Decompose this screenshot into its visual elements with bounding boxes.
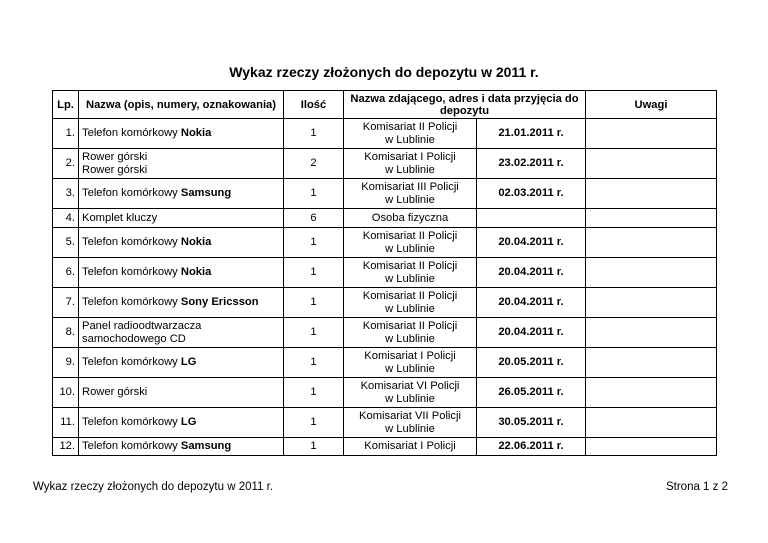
item-quantity: 1	[284, 378, 344, 408]
table-row	[53, 348, 717, 378]
depositor-city: w Lublinie	[385, 302, 435, 315]
row-number: 7.	[53, 288, 79, 318]
depositor	[344, 318, 477, 348]
depositor	[344, 258, 477, 288]
row-number: 12.	[53, 438, 79, 456]
item-name-text: Telefon komórkowy	[82, 236, 181, 248]
depositor-name: Komisariat I Policji	[364, 150, 456, 163]
row-number: 4.	[53, 209, 79, 228]
row-number: 8.	[53, 318, 79, 348]
table-row	[53, 209, 717, 228]
item-name	[79, 438, 284, 456]
header-depositor: Nazwa zdającego, adres i data przyjęcia do depozytu	[344, 91, 586, 119]
table-row	[53, 149, 717, 179]
table-row	[53, 288, 717, 318]
depositor-city: w Lublinie	[385, 332, 435, 345]
item-quantity: 2	[284, 149, 344, 179]
item-quantity: 6	[284, 209, 344, 228]
header-remarks: Uwagi	[586, 91, 717, 119]
document-title: Wykaz rzeczy złożonych do depozytu w 2011 r.	[229, 64, 539, 80]
item-name-text: Telefon komórkowy	[82, 440, 181, 452]
item-quantity: 1	[284, 348, 344, 378]
item-name	[79, 378, 284, 408]
depositor	[344, 179, 477, 209]
remarks-cell	[586, 149, 717, 179]
table-row	[53, 119, 717, 149]
page-number: Strona 1 z 2	[665, 481, 728, 493]
item-brand: LG	[180, 416, 197, 428]
item-name-text: Telefon komórkowy	[82, 416, 181, 428]
remarks-cell	[586, 408, 717, 438]
depositor	[344, 119, 477, 149]
item-quantity: 1	[284, 438, 344, 456]
depositor	[344, 288, 477, 318]
depositor	[344, 228, 477, 258]
item-quantity: 1	[284, 119, 344, 149]
item-brand: Samsung	[180, 187, 232, 199]
depositor	[344, 408, 477, 438]
row-number: 2.	[53, 149, 79, 179]
item-name-text: Telefon komórkowy	[82, 187, 181, 199]
remarks-cell	[586, 209, 717, 228]
item-name-line: Rower górski	[82, 150, 148, 163]
depositor-name: Komisariat III Policji	[361, 180, 459, 193]
item-name-line: samochodowego CD	[82, 332, 186, 345]
item-name-text: Telefon komórkowy	[82, 127, 181, 139]
deposit-date: 30.05.2011 r.	[477, 408, 586, 438]
depositor-name: Komisariat I Policji	[364, 349, 456, 362]
deposit-date: 20.05.2011 r.	[477, 348, 586, 378]
row-number: 1.	[53, 119, 79, 149]
depositor-name: Komisariat I Policji	[364, 440, 456, 452]
depositor-city: w Lublinie	[385, 272, 435, 285]
item-name-text: Telefon komórkowy	[82, 266, 181, 278]
item-brand: Nokia	[180, 127, 212, 139]
deposit-date: 02.03.2011 r.	[477, 179, 586, 209]
depositor-name: Komisariat II Policji	[362, 319, 458, 332]
item-name	[79, 179, 284, 209]
item-quantity: 1	[284, 288, 344, 318]
deposit-date: 22.06.2011 r.	[477, 438, 586, 456]
remarks-cell	[586, 179, 717, 209]
remarks-cell	[586, 119, 717, 149]
item-name	[79, 228, 284, 258]
deposit-date: 20.04.2011 r.	[477, 318, 586, 348]
item-name-text: Telefon komórkowy	[82, 296, 181, 308]
row-number: 5.	[53, 228, 79, 258]
depositor	[344, 149, 477, 179]
depositor-name: Komisariat II Policji	[362, 289, 458, 302]
remarks-cell	[586, 288, 717, 318]
table-header-row	[53, 91, 717, 119]
item-quantity: 1	[284, 408, 344, 438]
item-brand: Nokia	[180, 236, 212, 248]
depositor-city: w Lublinie	[385, 193, 435, 206]
item-name	[79, 348, 284, 378]
item-name-line: Rower górski	[82, 163, 148, 176]
deposit-date: 20.04.2011 r.	[477, 288, 586, 318]
depositor	[344, 378, 477, 408]
depositor-city: w Lublinie	[385, 392, 435, 405]
remarks-cell	[586, 228, 717, 258]
item-brand: Sony Ericsson	[180, 296, 259, 308]
table-row	[53, 258, 717, 288]
deposit-date	[477, 209, 586, 228]
item-name-text: Komplet kluczy	[82, 211, 158, 224]
depositor-name: Osoba fizyczna	[371, 211, 449, 224]
item-name	[79, 209, 284, 228]
depositor	[344, 209, 477, 228]
item-name-text: Telefon komórkowy	[82, 356, 181, 368]
row-number: 6.	[53, 258, 79, 288]
row-number: 3.	[53, 179, 79, 209]
table-row	[53, 179, 717, 209]
row-number: 10.	[53, 378, 79, 408]
header-qty: Ilość	[284, 91, 344, 119]
header-lp: Lp.	[53, 91, 79, 119]
item-name-line: Panel radioodtwarzacza	[82, 319, 202, 332]
remarks-cell	[586, 378, 717, 408]
depositor-city: w Lublinie	[385, 133, 435, 146]
deposit-date: 23.02.2011 r.	[477, 149, 586, 179]
item-name	[79, 119, 284, 149]
item-quantity: 1	[284, 179, 344, 209]
remarks-cell	[586, 438, 717, 456]
depositor-name: Komisariat II Policji	[362, 120, 458, 133]
item-brand: Nokia	[180, 266, 212, 278]
row-number: 9.	[53, 348, 79, 378]
depositor	[344, 438, 477, 456]
table-row	[53, 408, 717, 438]
depositor-city: w Lublinie	[385, 362, 435, 375]
item-quantity: 1	[284, 318, 344, 348]
table-row	[53, 318, 717, 348]
deposit-date: 20.04.2011 r.	[477, 258, 586, 288]
depositor-city: w Lublinie	[385, 422, 435, 435]
depositor-name: Komisariat II Policji	[362, 259, 458, 272]
item-name	[79, 288, 284, 318]
footer-title: Wykaz rzeczy złożonych do depozytu w 2011 r.	[33, 481, 274, 493]
deposit-date: 20.04.2011 r.	[477, 228, 586, 258]
item-name	[79, 408, 284, 438]
row-number: 11.	[53, 408, 79, 438]
remarks-cell	[586, 318, 717, 348]
depositor	[344, 348, 477, 378]
item-name-text: Rower górski	[82, 386, 148, 398]
remarks-cell	[586, 258, 717, 288]
depositor-city: w Lublinie	[385, 242, 435, 255]
table-row	[53, 228, 717, 258]
item-quantity: 1	[284, 258, 344, 288]
deposit-date: 21.01.2011 r.	[477, 119, 586, 149]
depositor-name: Komisariat VII Policji	[359, 409, 461, 422]
depositor-name: Komisariat VI Policji	[360, 379, 460, 392]
item-brand: LG	[180, 356, 197, 368]
table-row	[53, 378, 717, 408]
depositor-name: Komisariat II Policji	[362, 229, 458, 242]
item-name	[79, 318, 284, 348]
item-name	[79, 258, 284, 288]
deposit-table	[52, 90, 717, 456]
depositor-city: w Lublinie	[385, 163, 435, 176]
item-quantity: 1	[284, 228, 344, 258]
remarks-cell	[586, 348, 717, 378]
table-row	[53, 438, 717, 456]
item-brand: Samsung	[180, 440, 232, 452]
deposit-date: 26.05.2011 r.	[477, 378, 586, 408]
header-name: Nazwa (opis, numery, oznakowania)	[79, 91, 284, 119]
item-name	[79, 149, 284, 179]
